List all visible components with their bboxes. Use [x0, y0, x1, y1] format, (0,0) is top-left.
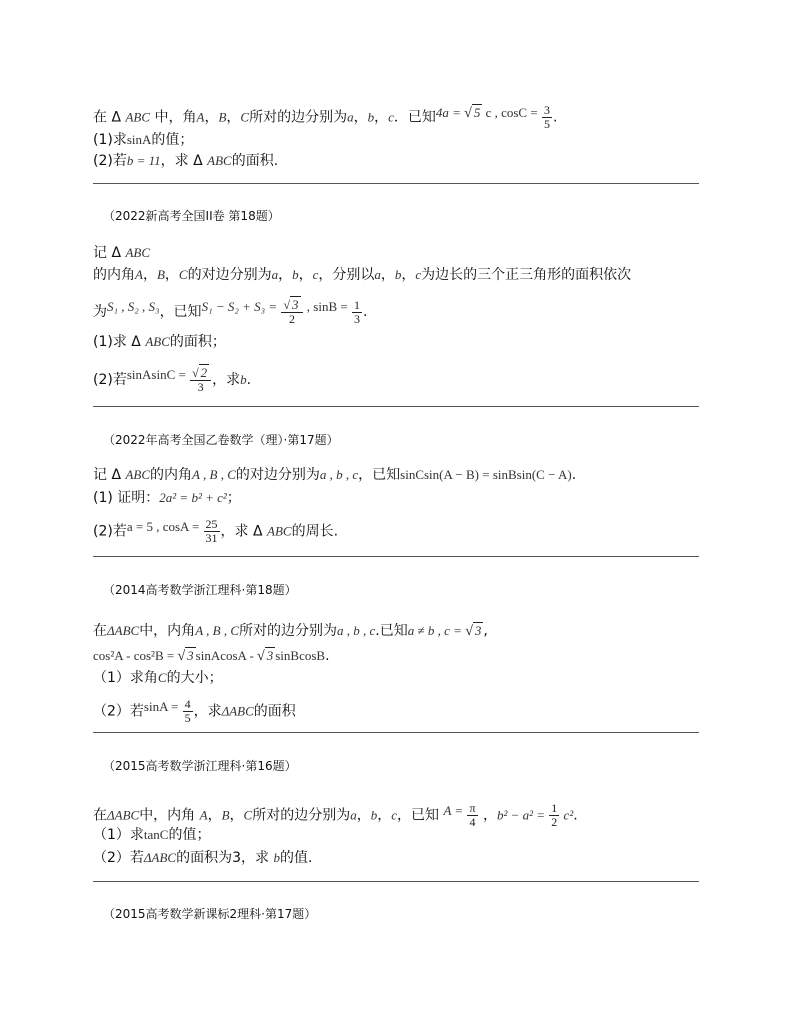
fraction-sqrt3-2: $\frac{√ 3}{2}$: [281, 298, 302, 326]
problem-4-part-2: （2）若sinA = $\frac{4}{5}$ ，求ΔABC的面积: [93, 697, 296, 725]
divider: [93, 881, 699, 882]
fraction-1-3: $\frac{1}{3}$: [353, 297, 360, 326]
sqrt-3: √ 3: [177, 648, 194, 664]
divider: [93, 732, 699, 733]
problem-4-part-1: （1）求角C的大小；: [93, 670, 223, 686]
problem-4-stem-line-2: cos²A - cos²B = √ 3 sinAcosA - √ 3 sinBcosB.: [93, 648, 330, 664]
problem-5-part-2: （2）若ΔABC的面积为3，求 b的值.: [93, 850, 313, 866]
problem-2-part-1: (1)求 Δ ABC的面积；: [93, 334, 226, 350]
problem-5-part-1: （1）求tanC的值；: [93, 827, 211, 843]
problem-3-stem: 记 Δ ABC的内角A , B , C的对边分别为a , b , c，已知sinCsin(A − B) = sinBsin(C − A).: [93, 467, 577, 483]
sqrt-5: √ 5: [464, 104, 481, 121]
problem-5-stem: 在ΔABC中，内角 A，B，C所对的边分别为a，b，c，已知 A = $\frac{\pi}{4}$ ，b² − a² = $\frac{1}{2}$ c².: [93, 801, 578, 829]
problem-1-stem: 在 Δ ABC 中，角A，B，C所对的边分别为a，b，c．已知4a = √ 5 c , cosC = $\frac{3}{5}$ .: [93, 103, 558, 131]
sqrt-3: √ 3: [257, 648, 274, 664]
divider: [93, 183, 699, 184]
problem-3-part-1: (1) 证明：2a² = b² + c²；: [93, 490, 241, 506]
fraction-3-5: $\frac{3}{5}$: [543, 103, 550, 131]
problem-5-source: （2015高考数学浙江理科·第16题）: [103, 759, 297, 773]
fraction-25-31: $\frac{25}{31}$: [205, 517, 218, 545]
problem-1-part-2: (2)若b = 11，求 Δ ABC的面积.: [93, 153, 279, 169]
divider: [93, 556, 699, 557]
problem-4-stem-line-1: 在ΔABC中，内角A , B , C所对的边分别为a , b , c.已知a ≠ b , c = √ 3 ,: [93, 623, 488, 639]
problem-2-stem-line-1: 记 Δ ABC: [93, 245, 151, 261]
problem-1-part-1: (1)求sinA的值；: [93, 132, 194, 148]
problem-2-stem-line-3: 为S₁ , S₂ , S₃，已知S₁ − S₂ + S₃ = $\frac{√ 3}{2}$ , sinB = $\frac{1}{3}$ .: [93, 297, 368, 326]
divider: [93, 406, 699, 407]
problem-2-source: （2022新高考全国II卷 第18题）: [103, 209, 280, 223]
fraction-sqrt2-3: $\frac{√ 2}{3}$: [190, 366, 211, 394]
problem-3-source: （2022年高考全国乙卷数学（理）·第17题）: [103, 433, 339, 447]
problem-6-source: （2015高考数学新课标2理科·第17题）: [103, 907, 317, 921]
fraction-pi-4: $\frac{\pi}{4}$: [469, 801, 476, 829]
sqrt-3: √ 3: [465, 623, 482, 639]
problem-2-part-2: (2)若sinAsinC = $\frac{√ 2}{3}$ ，求b.: [93, 365, 252, 394]
fraction-1-2: $\frac{1}{2}$: [551, 801, 558, 829]
problem-3-part-2: (2)若a = 5 , cosA = $\frac{25}{31}$ ，求 Δ ABC的周长.: [93, 517, 339, 545]
problem-2-stem-line-2: 的内角A，B，C的对边分别为a，b，c，分别以a，b，c为边长的三个正三角形的面积依次: [93, 267, 632, 283]
fraction-4-5: $\frac{4}{5}$: [184, 697, 191, 725]
problem-4-source: （2014高考数学浙江理科·第18题）: [103, 583, 297, 597]
